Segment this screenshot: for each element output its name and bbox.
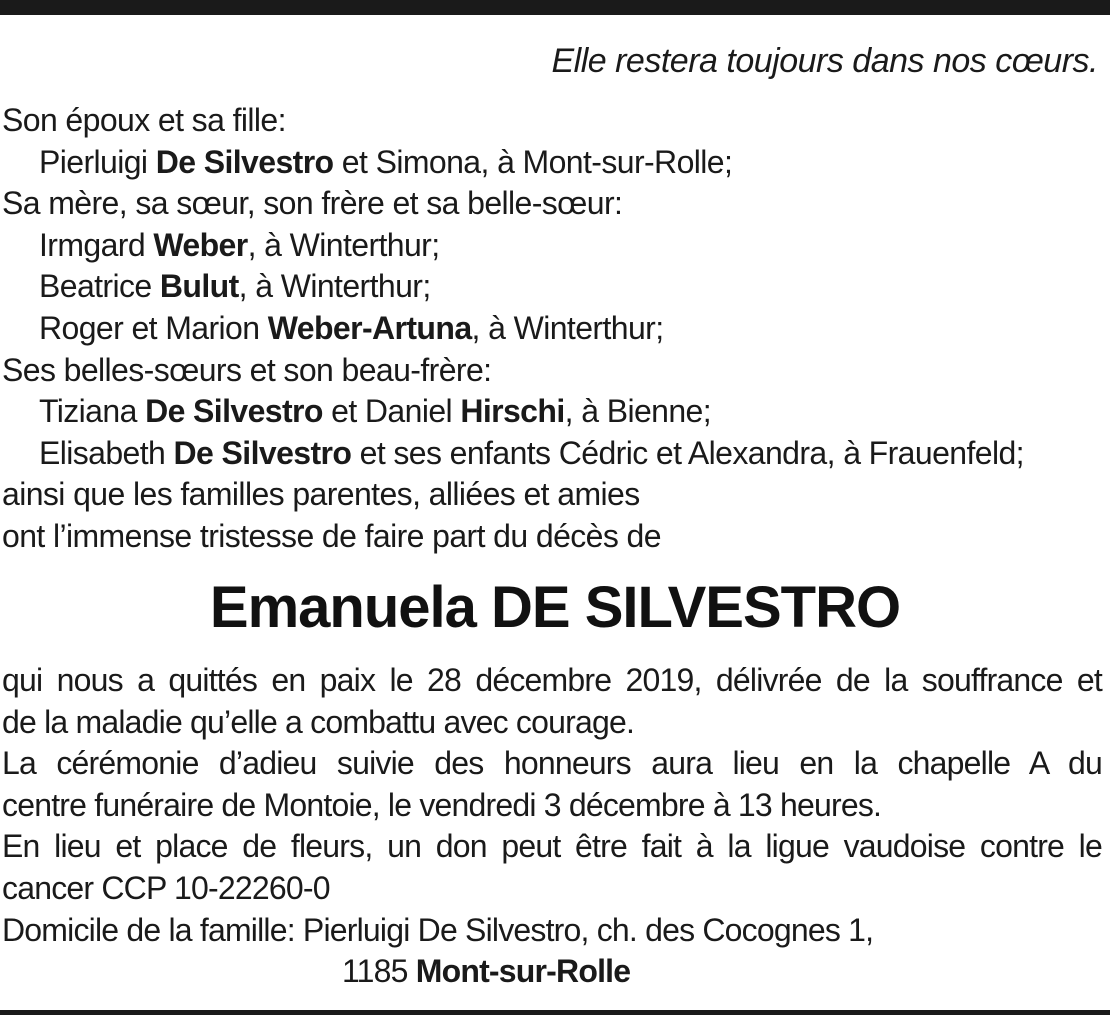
inlaw1-first-name: Tiziana	[39, 393, 146, 430]
mother-line	[2, 225, 1102, 267]
inlaws-heading: Ses belles-sœurs et son beau-frère:	[2, 351, 492, 388]
inlaw1-partner-name: et Daniel	[322, 393, 461, 430]
sister-line	[2, 266, 1102, 308]
details-line-3: La cérémonie d’adieu suivie des honneurs aura lieu en la chapelle A du	[2, 745, 1102, 782]
inlaw2-line	[2, 433, 1102, 475]
inlaw1-surname: De Silvestro	[145, 393, 323, 430]
relatives-line: ainsi que les familles parentes, alliées et amies	[2, 476, 640, 513]
domicile-line: Domicile de la famille: Pierluigi De Silvestro, ch. des Cocognes 1,	[2, 911, 874, 948]
bottom-rule	[0, 1010, 1110, 1015]
details-line-2: de la maladie qu’elle a combattu avec courage.	[2, 703, 635, 740]
mother-location: , à Winterthur;	[247, 226, 440, 263]
details-line-6: cancer CCP 10-22260-0	[2, 869, 330, 906]
brother-first-names: Roger et Marion	[39, 309, 268, 346]
top-rule	[0, 0, 1110, 15]
inlaw2-surname: De Silvestro	[173, 434, 352, 471]
brother-location: , à Winterthur;	[471, 309, 664, 346]
town: Mont-sur-Rolle	[415, 953, 631, 990]
brother-line	[2, 308, 1102, 350]
inlaw1-partner-surname: Hirschi	[460, 393, 565, 430]
postcode: 1185	[342, 953, 416, 990]
announce-line: ont l’immense tristesse de faire part du décès de	[2, 517, 661, 554]
details-text	[2, 660, 1102, 993]
tagline: Elle restera toujours dans nos cœurs.	[551, 42, 1098, 80]
inlaw2-details: et ses enfants Cédric et Alexandra, à Frauenfeld;	[351, 434, 1024, 471]
brother-surname: Weber-Artuna	[267, 309, 472, 346]
deceased-name: Emanuela DE SILVESTRO	[209, 575, 901, 640]
details-line-4: centre funéraire de Montoie, le vendredi 3 décembre à 13 heures.	[2, 786, 882, 823]
inlaw2-first-name: Elisabeth	[39, 434, 174, 471]
spouse-line	[2, 142, 1102, 184]
spouse-heading: Son époux et sa fille:	[2, 102, 286, 138]
mother-first-name: Irmgard	[39, 226, 154, 263]
details-line-1: qui nous a quittés en paix le 28 décembre 2019, délivrée de la souffrance et	[2, 662, 1102, 698]
domicile-town-line	[2, 951, 1102, 993]
mother-heading: Sa mère, sa sœur, son frère et sa belle-sœur:	[2, 185, 623, 222]
sister-location: , à Winterthur;	[238, 268, 431, 305]
mother-surname: Weber	[153, 226, 248, 263]
inlaw1-line	[2, 391, 1102, 433]
spouse-surname: De Silvestro	[155, 143, 334, 180]
sister-first-name: Beatrice	[39, 268, 160, 305]
sister-surname: Bulut	[159, 268, 239, 305]
inlaw1-location: , à Bienne;	[564, 393, 712, 430]
details-line-5: En lieu et place de fleurs, un don peut être fait à la ligue vaudoise contre le	[2, 828, 1102, 865]
family-list	[2, 100, 1102, 558]
spouse-first-name: Pierluigi	[39, 143, 156, 180]
spouse-location: et Simona, à Mont-sur-Rolle;	[333, 143, 733, 180]
